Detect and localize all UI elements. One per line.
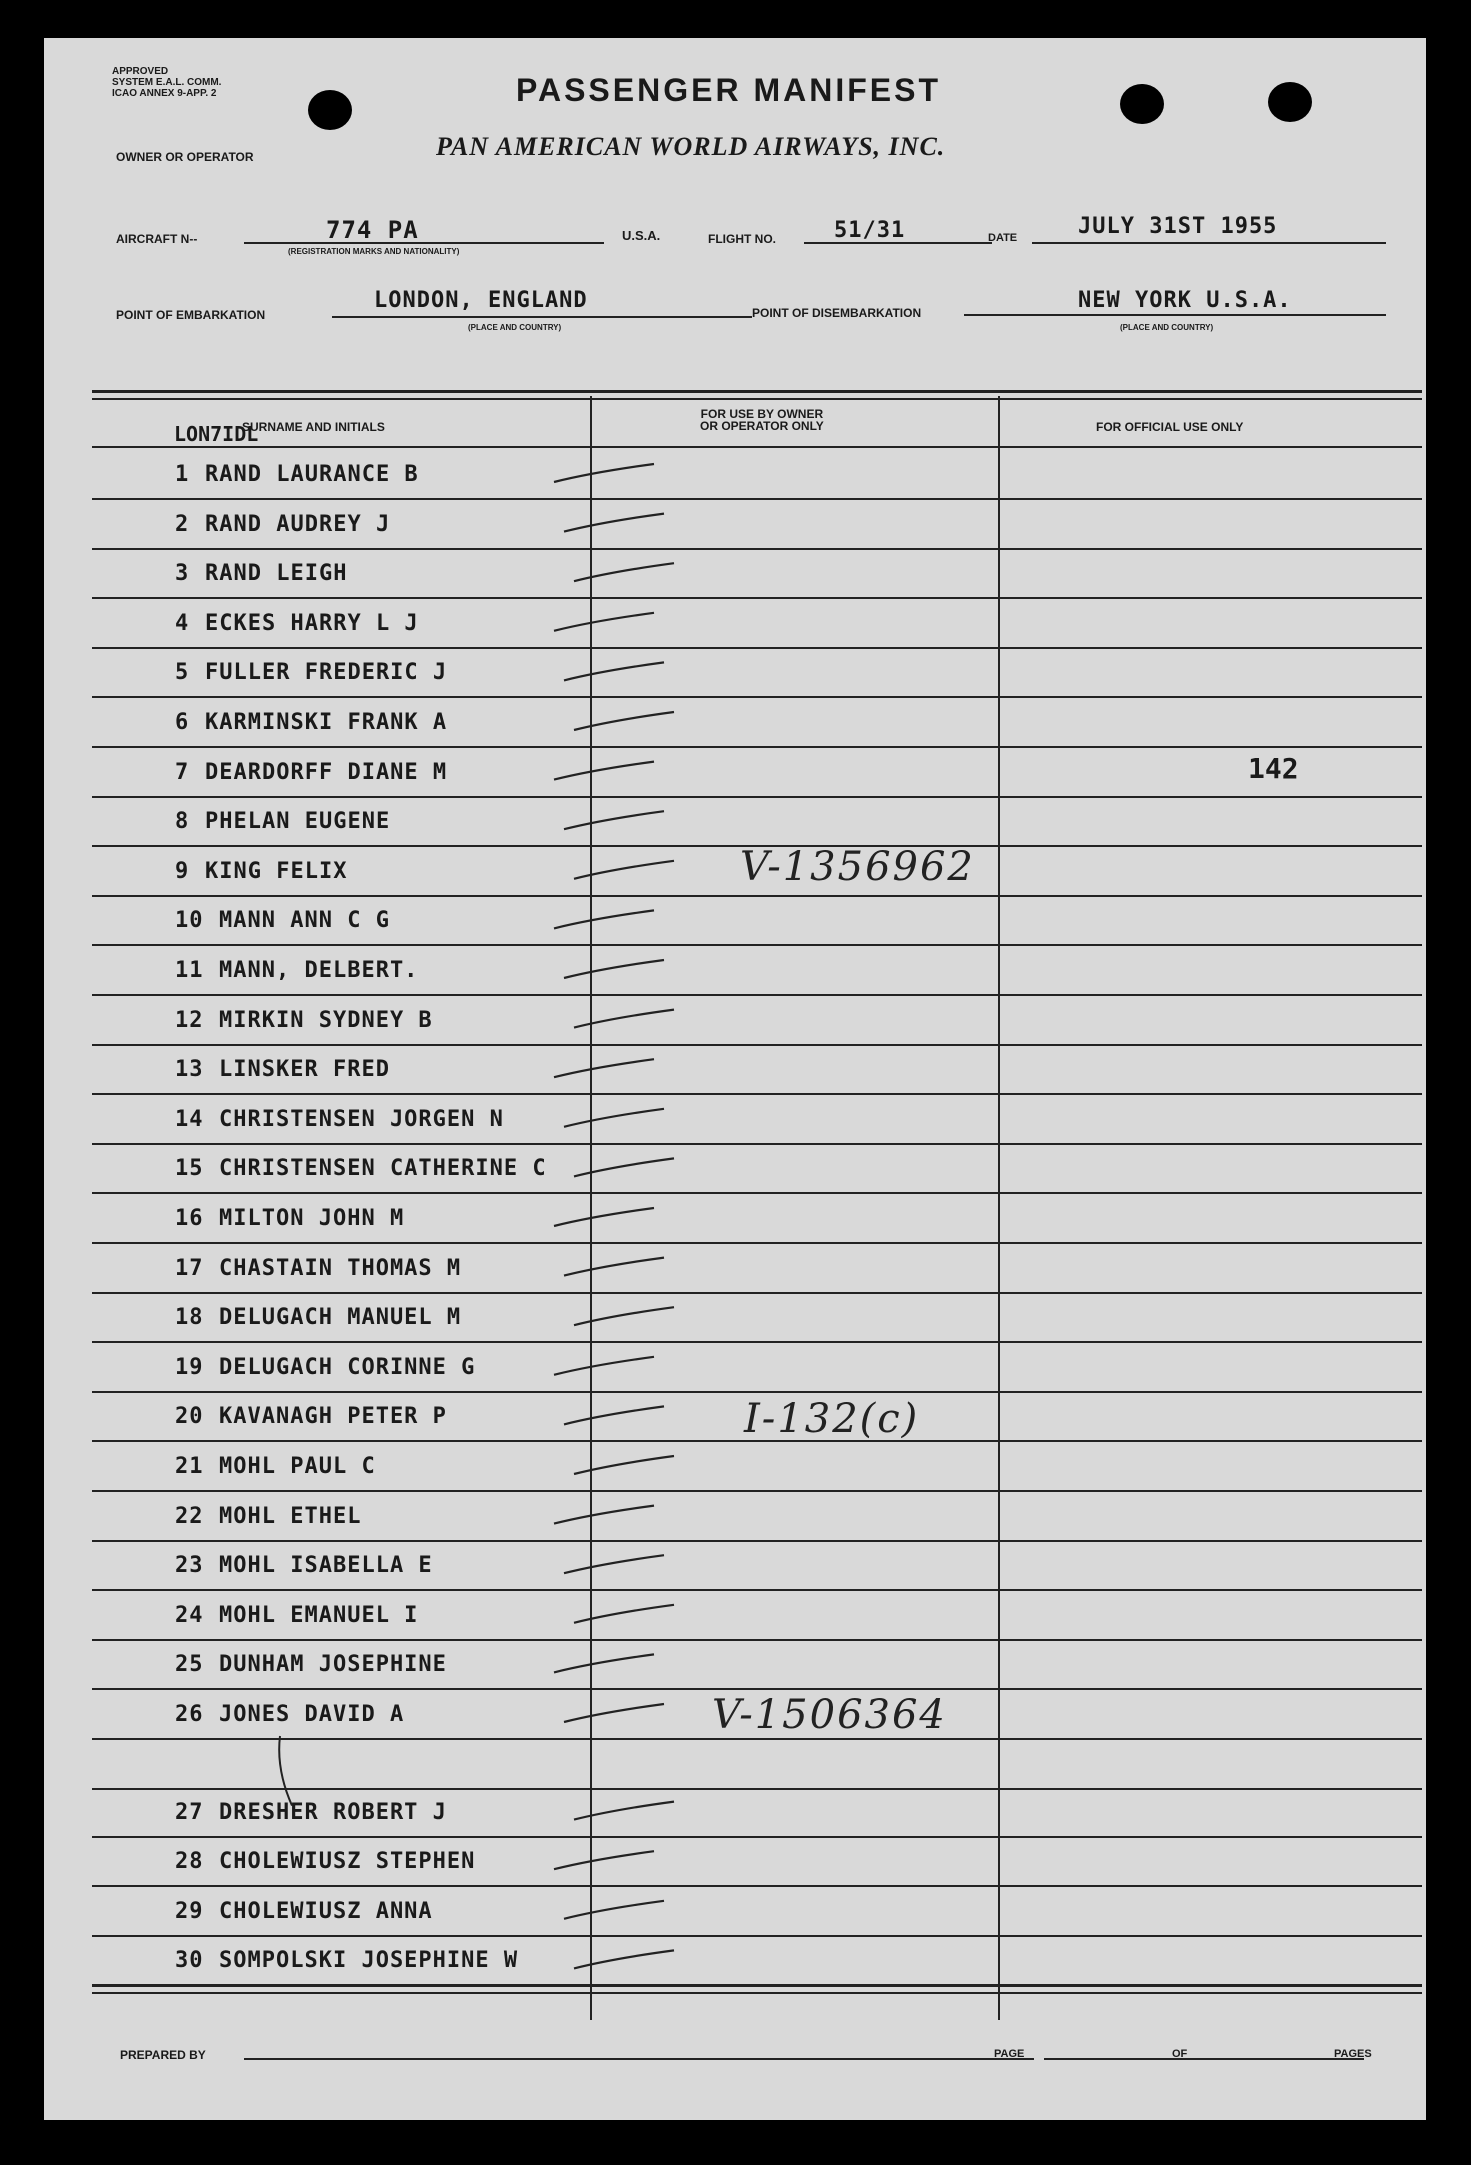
checkmark-tick: [554, 1357, 654, 1375]
passenger-number: 25: [175, 1652, 204, 1678]
col-official-header: FOR OFFICIAL USE ONLY: [1096, 420, 1244, 434]
checkmark-tick: [554, 1506, 654, 1524]
checkmark-tick: [574, 1950, 674, 1968]
passenger-name: SOMPOLSKI JOSEPHINE W: [219, 1948, 519, 1974]
passenger-number: 22: [175, 1503, 204, 1529]
passenger-number: 19: [175, 1354, 204, 1380]
passenger-name: MOHL PAUL C: [219, 1454, 376, 1479]
official-mark-142: 142: [1248, 752, 1299, 785]
checkmark-tick: [574, 1010, 674, 1028]
passenger-name: PHELAN EUGENE: [205, 809, 391, 835]
visa-number-row26: V-1506364: [712, 1692, 947, 1738]
passenger-number: 29: [175, 1898, 204, 1924]
checkmark-tick: [554, 464, 654, 482]
passenger-name: RAND AUDREY J: [205, 511, 391, 537]
passenger-number: 8: [175, 809, 190, 835]
passenger-name: RAND LEIGH: [205, 561, 348, 587]
passenger-number: 5: [175, 660, 190, 686]
checkmark-tick: [554, 1059, 654, 1077]
checkmark-tick: [554, 613, 654, 631]
passenger-name: KAVANAGH PETER P: [219, 1404, 447, 1430]
passenger-number: 13: [175, 1057, 204, 1083]
carrier-name: PAN AMERICAN WORLD AIRWAYS, INC.: [436, 132, 946, 161]
checkmark-tick: [574, 712, 674, 730]
passenger-number: 21: [175, 1454, 204, 1479]
prepared-by-label: PREPARED BY: [120, 2048, 206, 2062]
passenger-number: 1: [175, 462, 190, 487]
passenger-name: LINSKER FRED: [219, 1057, 390, 1083]
passenger-name: FULLER FREDERIC J: [205, 660, 448, 686]
checkmark-tick: [554, 1851, 654, 1869]
pages-label: PAGES: [1334, 2048, 1372, 2060]
checkmark-tick: [564, 1258, 664, 1276]
passenger-number: 3: [175, 561, 190, 587]
owner-label: OWNER OR OPERATOR: [116, 150, 254, 164]
checkmark-tick: [574, 1605, 674, 1623]
flight-label: FLIGHT NO.: [708, 232, 776, 246]
aircraft-value: 774 PA: [326, 216, 419, 244]
aircraft-label: AIRCRAFT N--: [116, 232, 198, 246]
passenger-number: 30: [175, 1948, 204, 1974]
passenger-number: 10: [175, 908, 204, 934]
checkmark-tick: [554, 910, 654, 928]
passenger-name: DUNHAM JOSEPHINE: [219, 1652, 447, 1678]
disembark-label: POINT OF DISEMBARKATION: [752, 306, 922, 320]
handwritten-checkmarks: [44, 38, 1426, 2120]
passenger-number: 12: [175, 1007, 204, 1033]
passenger-name: MOHL EMANUEL I: [219, 1602, 419, 1628]
passenger-name: DELUGACH CORINNE G: [219, 1354, 476, 1380]
aircraft-sub: (REGISTRATION MARKS AND NATIONALITY): [288, 247, 460, 256]
date-label: DATE: [988, 232, 1018, 244]
checkmark-tick: [554, 762, 654, 780]
visa-number-row20: I-132(c): [744, 1396, 920, 1442]
passenger-name: CHRISTENSEN CATHERINE C: [219, 1156, 547, 1182]
checkmark-tick: [564, 1406, 664, 1424]
passenger-name: DELUGACH MANUEL M: [219, 1305, 462, 1331]
passenger-name: JONES DAVID A: [219, 1702, 405, 1727]
stamp-code: LON7IDL: [174, 422, 259, 446]
passenger-number: 7: [175, 759, 190, 785]
passenger-name: CHASTAIN THOMAS M: [219, 1255, 462, 1281]
passenger-name: DRESHER ROBERT J: [219, 1799, 447, 1825]
disembark-value: NEW YORK U.S.A.: [1078, 288, 1292, 313]
checkmark-tick: [574, 1158, 674, 1176]
page-label: PAGE: [994, 2048, 1025, 2060]
checkmark-tick: [564, 1704, 664, 1722]
passenger-name: RAND LAURANCE B: [205, 462, 419, 487]
checkmark-tick: [564, 662, 664, 680]
passenger-name: KING FELIX: [205, 858, 348, 884]
checkmark-tick: [574, 1456, 674, 1474]
passenger-number: 23: [175, 1553, 204, 1579]
passenger-number: 26: [175, 1702, 204, 1727]
approval-line-3: ICAO ANNEX 9-APP. 2: [112, 88, 217, 99]
passenger-name: CHOLEWIUSZ STEPHEN: [219, 1849, 476, 1875]
flight-value: 51/31: [834, 218, 906, 243]
passenger-name: CHRISTENSEN JORGEN N: [219, 1106, 504, 1132]
of-label: OF: [1172, 2048, 1188, 2060]
passenger-name: MOHL ISABELLA E: [219, 1553, 433, 1579]
checkmark-tick: [554, 1654, 654, 1672]
checkmark-tick: [574, 1802, 674, 1820]
passenger-number: 24: [175, 1602, 204, 1628]
visa-number-row9: V-1356962: [740, 844, 975, 890]
passenger-name: CHOLEWIUSZ ANNA: [219, 1898, 433, 1924]
col-operator-header-line-1: FOR USE BY OWNER: [700, 407, 824, 421]
passenger-number: 28: [175, 1849, 204, 1875]
passenger-name: MIRKIN SYDNEY B: [219, 1007, 433, 1033]
passenger-name: MANN, DELBERT.: [219, 958, 419, 983]
checkmark-tick: [574, 861, 674, 879]
passenger-number: 4: [175, 610, 190, 636]
passenger-number: 2: [175, 511, 190, 537]
checkmark-tick: [574, 1307, 674, 1325]
passenger-number: 15: [175, 1156, 204, 1182]
approval-line-1: APPROVED: [112, 66, 169, 77]
col-surname-header: SURNAME AND INITIALS: [242, 420, 385, 434]
approval-line-2: SYSTEM E.A.L. COMM.: [112, 77, 222, 88]
passenger-name: MILTON JOHN M: [219, 1206, 405, 1231]
passenger-number: 16: [175, 1206, 204, 1231]
checkmark-tick: [564, 514, 664, 532]
passenger-number: 27: [175, 1799, 204, 1825]
passenger-number: 14: [175, 1106, 204, 1132]
passenger-name: MOHL ETHEL: [219, 1503, 362, 1529]
passenger-number: 18: [175, 1305, 204, 1331]
passenger-number: 9: [175, 858, 190, 884]
usa-label: U.S.A.: [622, 228, 661, 243]
passenger-number: 17: [175, 1255, 204, 1281]
passenger-number: 11: [175, 958, 204, 983]
passenger-name: DEARDORFF DIANE M: [205, 759, 448, 785]
manifest-sheet: [44, 38, 1426, 2120]
bracket-mark: [279, 1736, 292, 1806]
page-title: PASSENGER MANIFEST: [516, 72, 941, 108]
checkmark-tick: [554, 1208, 654, 1226]
passenger-name: MANN ANN C G: [219, 908, 390, 934]
embark-value: LONDON, ENGLAND: [374, 288, 588, 313]
checkmark-tick: [564, 1901, 664, 1919]
checkmark-tick: [564, 960, 664, 978]
embark-sub: (PLACE AND COUNTRY): [468, 323, 562, 332]
disembark-sub: (PLACE AND COUNTRY): [1120, 323, 1214, 332]
checkmark-tick: [564, 1555, 664, 1573]
passenger-name: KARMINSKI FRANK A: [205, 710, 448, 735]
passenger-name: ECKES HARRY L J: [205, 610, 419, 636]
checkmark-tick: [574, 563, 674, 581]
col-operator-header-line-2: OR OPERATOR ONLY: [700, 419, 824, 433]
date-value: JULY 31ST 1955: [1078, 214, 1278, 239]
passenger-number: 20: [175, 1404, 204, 1430]
checkmark-tick: [564, 811, 664, 829]
embark-label: POINT OF EMBARKATION: [116, 308, 266, 322]
checkmark-tick: [564, 1109, 664, 1127]
passenger-number: 6: [175, 710, 190, 735]
